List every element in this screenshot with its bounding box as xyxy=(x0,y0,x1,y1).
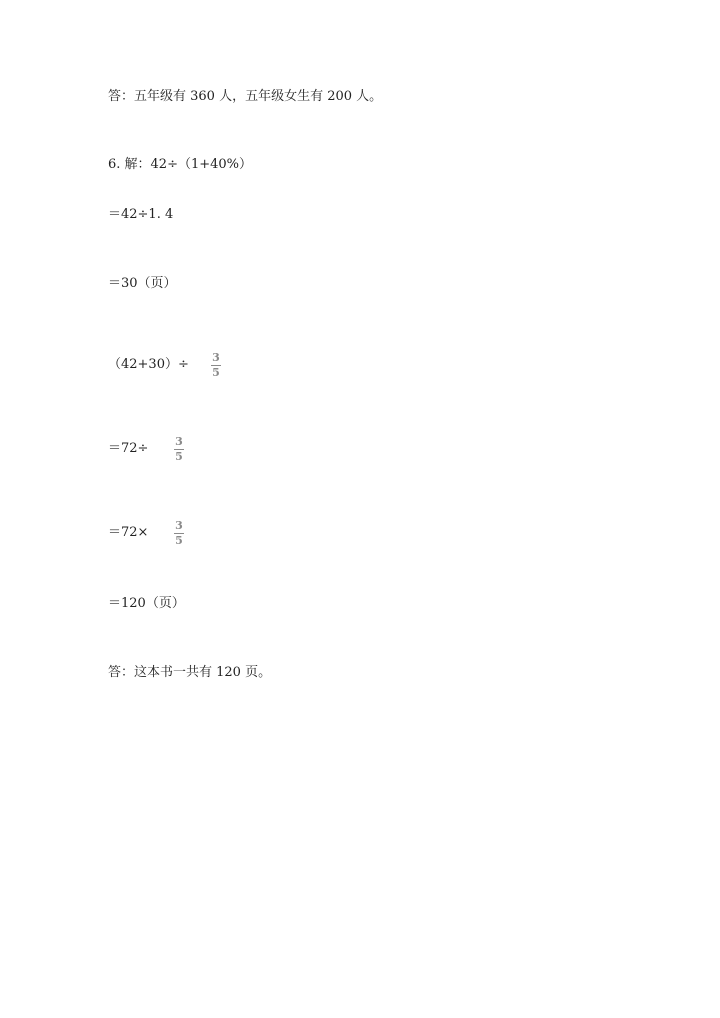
step-line-6: ＝120（页） xyxy=(108,596,185,611)
fraction-3 xyxy=(173,520,185,547)
solution-heading: 6. 解：42÷（1+40%） xyxy=(108,157,253,172)
fraction-2-numerator: 3 xyxy=(175,435,183,448)
fraction-3-numerator: 3 xyxy=(175,519,183,532)
fraction-3-denominator: 5 xyxy=(175,534,183,547)
fraction-2 xyxy=(173,436,185,463)
step-line-1: ＝42÷1. 4 xyxy=(108,207,174,222)
step-line-3: （42+30）÷ xyxy=(108,357,189,372)
step-line-4: ＝72÷ xyxy=(108,441,149,456)
fraction-1-numerator: 3 xyxy=(212,351,220,364)
step-line-5: ＝72× xyxy=(108,525,149,540)
fraction-1-denominator: 5 xyxy=(212,366,220,379)
answer-line-2: 答：这本书一共有 120 页。 xyxy=(108,665,272,680)
answer-line-1: 答：五年级有 360 人，五年级女生有 200 人。 xyxy=(108,89,383,104)
step-line-2: ＝30（页） xyxy=(108,276,177,291)
fraction-1 xyxy=(210,352,222,379)
fraction-2-denominator: 5 xyxy=(175,450,183,463)
